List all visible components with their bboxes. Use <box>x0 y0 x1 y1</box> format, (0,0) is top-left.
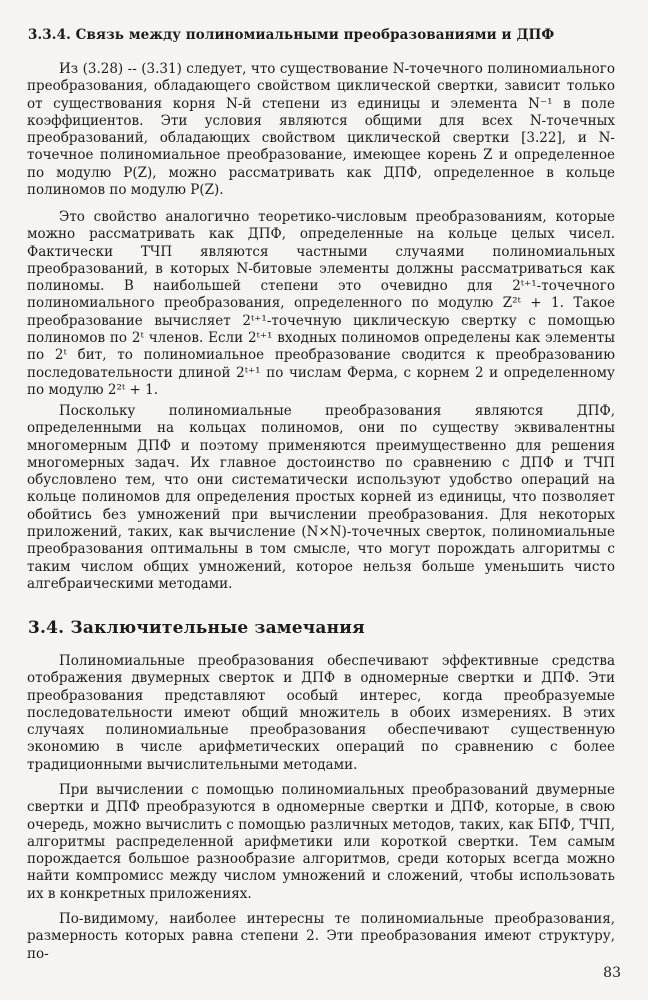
paragraph-before-3 <box>27 403 615 593</box>
paragraph-text: Из (3.28) -- (3.31) следует, что существование N-точечного полиномиального преобразования, обладающего свойством циклической свертки, зависит только от существования корня N-й степени из единицы и элемента N⁻¹ в поле коэффициентов. Эти условия являются общими для всех N-точечных преобразований, обладающих свойством циклической свертки [3.22], и N-точечное полиномиальное преобразование, имеющее корень Z и определенное по модулю P(Z), можно рассматривать как ДПФ, определенное в кольце полиномов по модулю P(Z). <box>27 61 615 199</box>
paragraph-after-2 <box>27 782 615 903</box>
paragraph-text: Поскольку полиномиальные преобразования являются ДПФ, определенными на кольцах полиномов, они по существу эквивалентны многомерным ДПФ и поэтому применяются преимущественно для решения многомерных задач. Их главное достоинство по сравнению с ДПФ и ТЧП обусловлено тем, что они систематически используют удобство операций на кольце полиномов для определения простых корней из единицы, что позволяет обойтись без умножений при вычислении преобразования. Для некоторых приложений, таких, как вычисление (N×N)-точечных сверток, полиномиальные преобразования оптимальны в том смысле, что могут порождать алгоритмы с таким числом общих умножений, которое нельзя больше уменьшить чисто алгебраическими методами. <box>27 403 615 592</box>
subsection-heading: 3.3.4. Связь между полиномиальными преобразованиями и ДПФ <box>28 27 555 43</box>
paragraph-after-3 <box>27 911 615 963</box>
paragraph-after-1 <box>27 653 615 774</box>
paragraph-before-2 <box>27 209 615 399</box>
paragraph-text: При вычислении с помощью полиномиальных преобразований двумерные свертки и ДПФ преобразуются в одномерные свертки и ДПФ, которые, в свою очередь, можно вычислить с помощью различных методов, таких, как БПФ, ТЧП, алгоритмы распределенной арифметики или короткой свертки. Тем самым порождается большое разнообразие алгоритмов, среди которых всегда можно найти компромисс между числом умножений и сложений, чтобы использовать их в конкретных приложениях. <box>27 782 615 902</box>
page-number: 83 <box>603 965 621 981</box>
paragraph-text: Полиномиальные преобразования обеспечивают эффективные средства отображения двумерных сверток и ДПФ в одномерные свертки и ДПФ. Эти преобразования представляют особый интерес, когда преобразуемые последовательности имеют общий множитель в обоих измерениях. В этих случаях полиномиальные преобразования обеспечивают существенную экономию в числе арифметических операций по сравнению с более традиционными вычислительными методами. <box>27 653 615 773</box>
section-heading: 3.4. Заключительные замечания <box>28 618 365 638</box>
paragraph-before-1 <box>27 61 615 199</box>
paragraph-text: По-видимому, наиболее интересны те полиномиальные преобразования, размерность которых равна степени 2. Эти преобразования имеют структуру, по- <box>27 911 615 962</box>
paragraph-text: Это свойство аналогично теоретико-числовым преобразованиям, которые можно рассматривать как ДПФ, определенные на кольце целых чисел. Фактически ТЧП являются частными случаями полиномиальных преобразований, в которых N-битовые элементы должны рассматриваться как полиномы. В наибольшей степени это очевидно для 2ᵗ⁺¹-точечного полиномиального преобразования, определенного по модулю Z²ᵗ + 1. Такое преобразование вычисляет 2ᵗ⁺¹-точечную циклическую свертку с помощью полиномов по 2ᵗ членов. Если 2ᵗ⁺¹ входных полиномов определены как элементы по 2ᵗ бит, то полиномиальное преобразование сводится к преобразованию последовательности длиной 2ᵗ⁺¹ по числам Ферма, с корнем 2 и определенному по модулю 2²ᵗ + 1. <box>27 209 615 398</box>
